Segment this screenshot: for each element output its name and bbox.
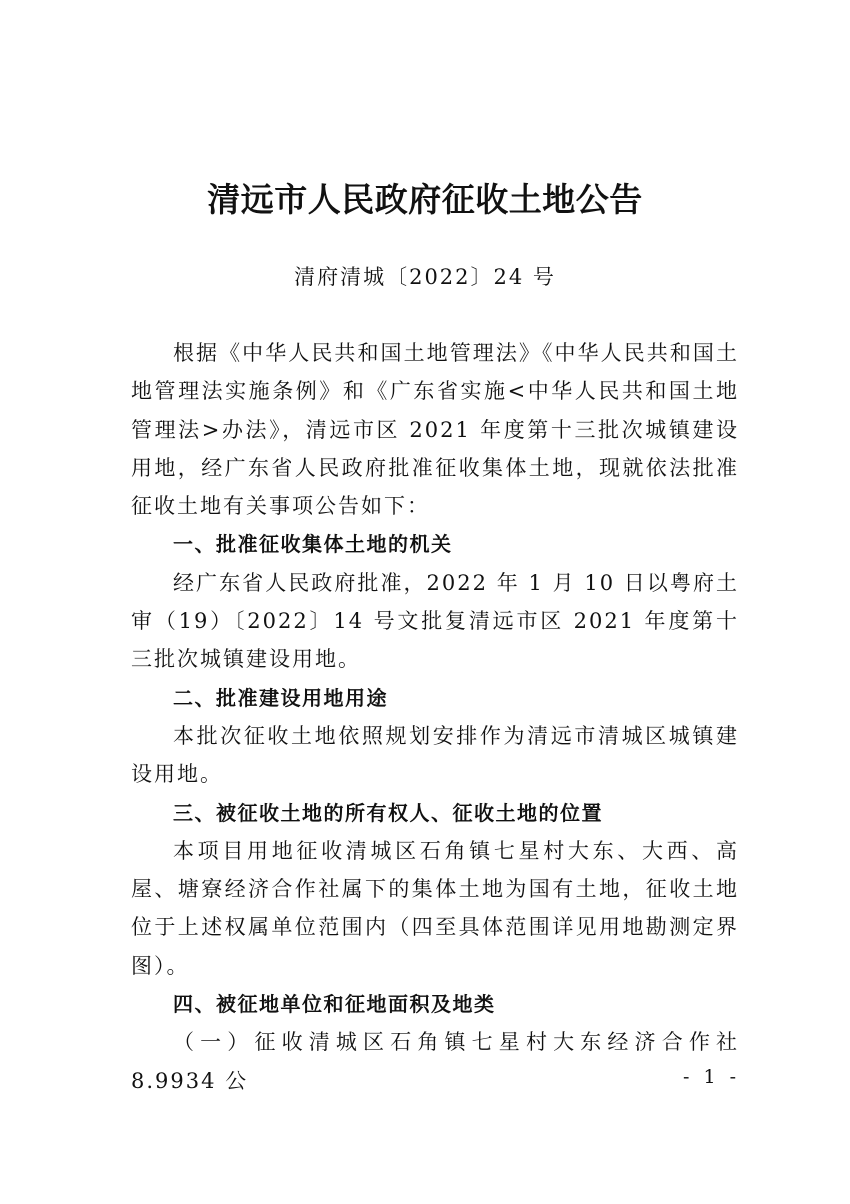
section-2-paragraph: 本批次征收土地依照规划安排作为清远市清城区城镇建设用地。 [131, 723, 739, 787]
section-3-paragraph: 本项目用地征收清城区石角镇七星村大东、大西、高屋、塘寮经济合作社属下的集体土地为国有土地，征收土地位于上述权属单位范围内（四至具体范围详见用地勘测定界图）。 [131, 838, 739, 978]
section-1-paragraph: 经广东省人民政府批准，2022 年 1 月 10 日以粤府土审（19）〔2022〕14 号文批复清远市区 2021 年度第十三批次城镇建设用地。 [131, 570, 739, 672]
page-number: - 1 - [682, 1066, 740, 1088]
section-4-paragraph: （一）征收清城区石角镇七星村大东经济合作社 8.9934 公 [131, 1030, 739, 1093]
body-text [131, 334, 739, 1100]
section-heading-3: 三、被征收土地的所有权人、征收土地的位置 [173, 800, 603, 825]
document-number: 清府清城〔2022〕24 号 [294, 265, 556, 289]
page-title: 清远市人民政府征收土地公告 [207, 180, 643, 219]
intro-paragraph: 根据《中华人民共和国土地管理法》《中华人民共和国土地管理法实施条例》和《广东省实施<中华人民共和国土地管理法>办法》，清远市区 2021 年度第十三批次城镇建设用地，经广东省人民政府批准征收集体土地，现就依法批准征收土地有关事项公告如下： [131, 341, 739, 519]
section-heading-2: 二、批准建设用地用途 [173, 685, 388, 710]
section-heading-1: 一、批准征收集体土地的机关 [173, 532, 453, 557]
section-heading-4: 四、被征地单位和征地面积及地类 [173, 992, 496, 1017]
